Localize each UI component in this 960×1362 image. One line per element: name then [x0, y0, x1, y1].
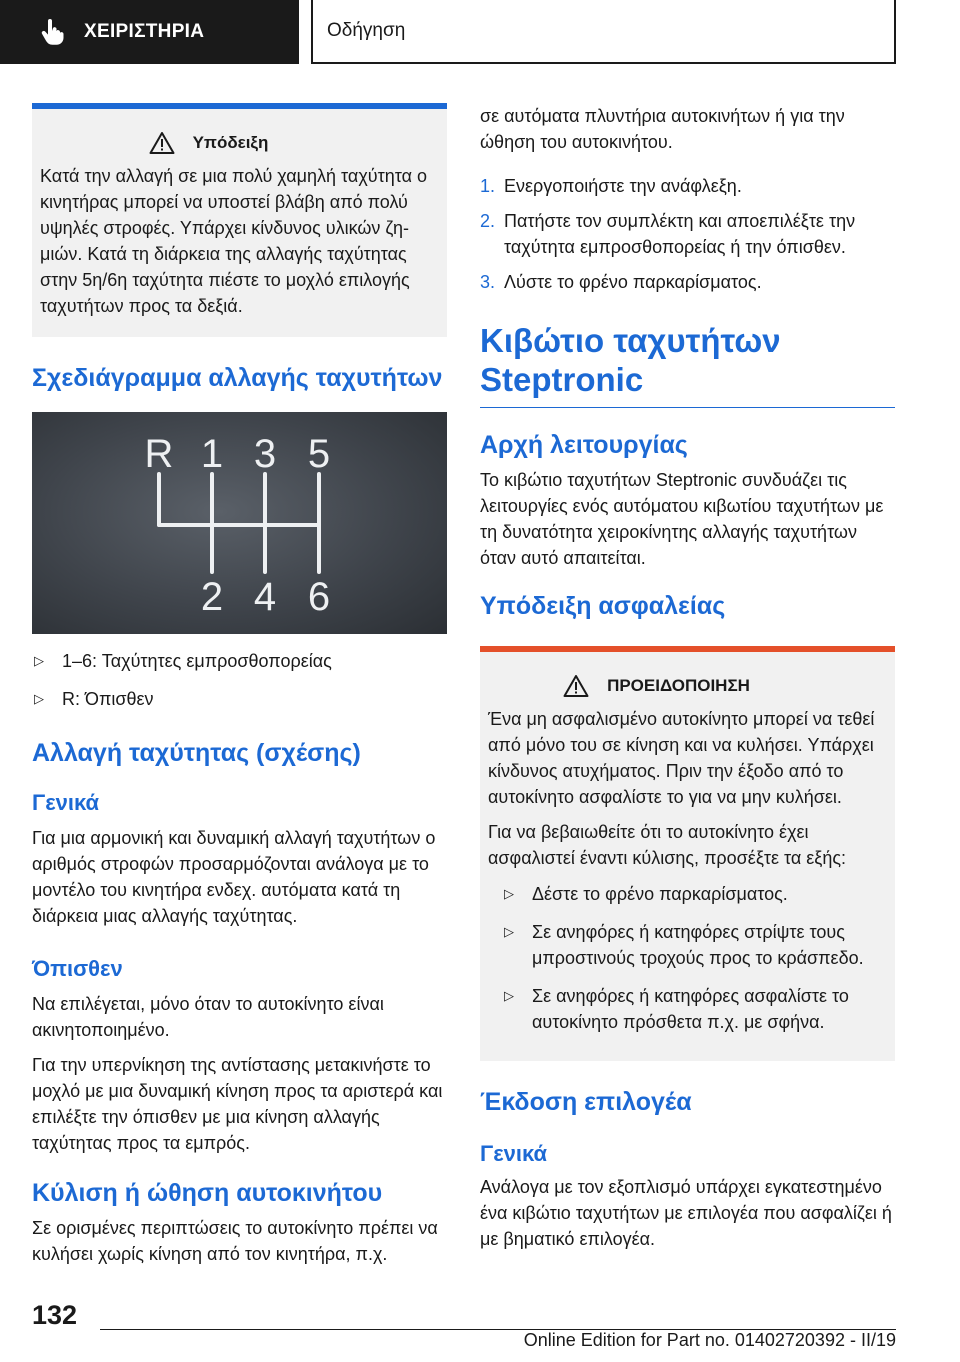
- left-column: [32, 103, 447, 1276]
- gear-label-3: 3: [253, 432, 277, 476]
- shift-pattern-image: [32, 412, 447, 634]
- general-text-left: Για μια αρμονική και δυναμική αλλαγή ταχυτήτων ο αριθμός στροφών προσαρμόζονται ανάλογα με το μοντέλο του κινητήρα ενδεχ. αυτόματα κατά τη διάρκεια μιας αλλαγής ταχύτητας.: [32, 828, 436, 926]
- triangle-bullet-icon: ▷: [504, 886, 514, 901]
- gear-label-1: 1: [200, 432, 224, 476]
- list-item: ▷ 1–6: Ταχύτητες εμπροσθοπορείας: [32, 648, 447, 674]
- warning-box: [480, 646, 895, 1061]
- warning-text-2: Για να βεβαιωθείτε ότι το αυτοκίνητο έχει ασφαλιστεί έναντι κύλισης, προσέξτε τα εξής:: [488, 822, 847, 868]
- triangle-bullet-icon: ▷: [34, 691, 44, 706]
- list-item: 3. Λύστε το φρένο παρκαρίσματος.: [480, 272, 762, 292]
- shift-pattern-heading: Σχεδιάγραμμα αλλαγής ταχυτήτων: [32, 364, 443, 392]
- chapter-tab[interactable]: [311, 0, 896, 64]
- note-text: Κατά την αλλαγή σε μια πολύ χαμηλή ταχύτητα ο κινητήρας μπορεί να υποστεί βλάβη από πολύ υψηλές στροφές. Υπάρχει κίνδυνος υλικών ζημιών. Κατά τη διάρκεια της αλλαγής ταχύτητας στην 5η/6η ταχύτητα πιέστε το μοχλό επιλογής ταχυτήτων προς τα δεξιά.: [40, 166, 427, 316]
- selector-heading: Έκδοση επιλογέα: [480, 1088, 692, 1116]
- shift-legend-list: [32, 648, 447, 712]
- rolling-text: Σε ορισμένες περιπτώσεις το αυτοκίνητο πρέπει να κυλήσει χωρίς κίνηση από τον κινητήρα, π.χ.: [32, 1218, 438, 1264]
- reverse-text-1: Να επιλέγεται, μόνο όταν το αυτοκίνητο είναι ακινητοποιημένο.: [32, 994, 384, 1040]
- list-item: ▷ R: Όπισθεν: [32, 686, 447, 712]
- page-number: 132: [32, 1300, 78, 1330]
- list-item: 2. Πατήστε τον συμπλέκτη και αποεπιλέξτε την ταχύτητα εμπροσθοπορείας ή την όπισθεν.: [480, 211, 856, 257]
- principle-text: Το κιβώτιο ταχυτήτων Steptronic συνδυάζει τις λειτουργίες ενός αυτόματου κιβωτίου ταχυτήτων με τη δυνατότητα χειροκίνητης αλλαγής ταχυτήτων όταν αυτό απαιτείται.: [480, 470, 884, 568]
- edition-text: Online Edition for Part no. 01402720392 - II/19: [523, 1330, 896, 1350]
- heading-rule: [480, 407, 895, 408]
- right-column: [480, 103, 895, 1261]
- hand-pointer-icon: [38, 18, 66, 46]
- steptronic-heading: Κιβώτιο ταχυτήτων Steptronic: [480, 322, 781, 398]
- general-heading-left: Γενικά: [32, 790, 100, 815]
- general-heading-right: Γενικά: [480, 1141, 548, 1166]
- warning-list: [488, 881, 885, 1035]
- chapter-tab-label: Οδήγηση: [327, 20, 406, 41]
- warning-title: [488, 674, 885, 698]
- note-title: [40, 131, 437, 155]
- gear-label-5: 5: [307, 432, 331, 476]
- gear-label-r: R: [144, 432, 174, 476]
- general-text-right: Ανάλογα με τον εξοπλισμό υπάρχει εγκατεστημένο ένα κιβώτιο ταχυτήτων με επιλογέα που ασφαλίζει ή με βηματικό επιλογέα.: [480, 1177, 892, 1249]
- triangle-bullet-icon: ▷: [504, 924, 514, 939]
- reverse-text-2: Για την υπερνίκηση της αντίστασης μετακινήστε το μοχλό με μια δυναμική κίνηση προς τα αριστερά και επιλέξτε την όπισθεν με μια κίνηση αλλαγής ταχύτητας προς τα εμπρός.: [32, 1055, 443, 1153]
- list-item: ▷ Δέστε το φρένο παρκαρίσματος.: [502, 881, 885, 907]
- safety-heading: Υπόδειξη ασφαλείας: [480, 592, 726, 620]
- warning-text-1: Ένα μη ασφαλισμένο αυτοκίνητο μπορεί να τεθεί από μόνο του σε κίνηση και να κυλήσει. Υπάρχει κίνδυνος ατυχήματος. Πριν την έξοδο από το αυτοκίνητο ασφαλίστε το για να μην κυλήσει.: [488, 709, 875, 807]
- note-title-text: Υπόδειξη: [192, 133, 269, 152]
- principle-heading: Αρχή λειτουργίας: [480, 431, 688, 459]
- list-item: ▷ Σε ανηφόρες ή κατηφόρες ασφαλίστε το αυτοκίνητο πρόσθετα π.χ. με σφήνα.: [502, 983, 885, 1035]
- intro-text: σε αυτόματα πλυντήρια αυτοκινήτων ή για την ώθηση του αυτοκινήτου.: [480, 106, 845, 152]
- note-box: [32, 103, 447, 337]
- warning-triangle-icon: [149, 131, 175, 155]
- section-tab[interactable]: [0, 0, 299, 64]
- reverse-heading: Όπισθεν: [32, 956, 123, 981]
- triangle-bullet-icon: ▷: [504, 988, 514, 1003]
- gear-label-2: 2: [200, 575, 224, 619]
- shift-pattern-diagram: [32, 412, 447, 634]
- rolling-steps-list: [480, 173, 895, 295]
- triangle-bullet-icon: ▷: [34, 653, 44, 668]
- section-tab-label: ΧΕΙΡΙΣΤΗΡΙΑ: [84, 21, 205, 42]
- gear-label-4: 4: [253, 575, 277, 619]
- rolling-heading: Κύλιση ή ώθηση αυτοκινήτου: [32, 1179, 383, 1207]
- list-item: ▷ Σε ανηφόρες ή κατηφόρες στρίψτε τους μπροστινούς τροχούς προς το κράσπεδο.: [502, 919, 885, 971]
- warning-title-text: ΠΡΟΕΙΔΟΠΟΙΗΣΗ: [607, 676, 750, 695]
- gear-change-heading: Αλλαγή ταχύτητας (σχέσης): [32, 739, 361, 767]
- list-item: 1. Ενεργοποιήστε την ανάφλεξη.: [480, 176, 742, 196]
- gear-label-6: 6: [307, 575, 331, 619]
- warning-triangle-icon: [563, 674, 589, 698]
